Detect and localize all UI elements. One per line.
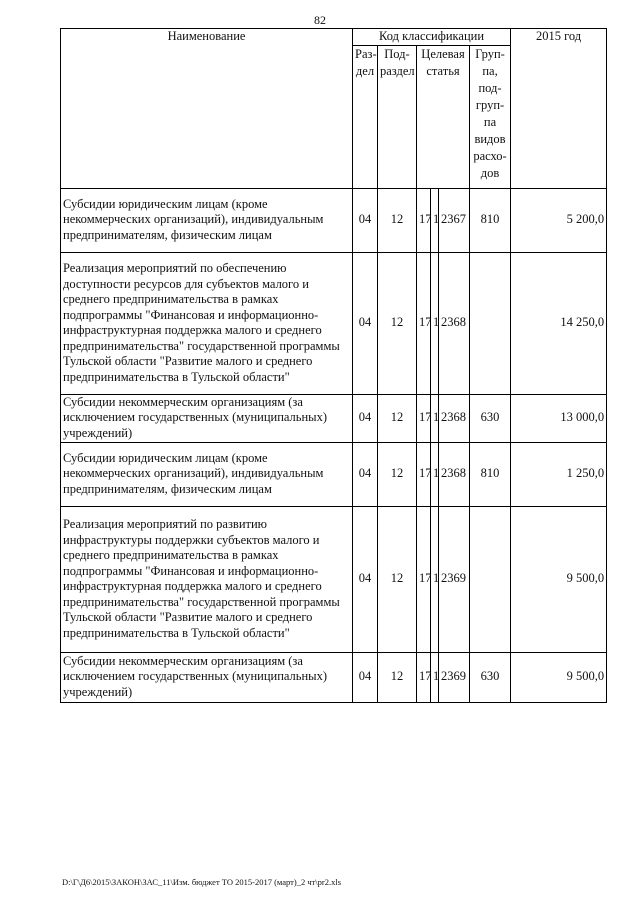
header-subsection: Под- раздел [378, 45, 417, 188]
row-group: 630 [470, 394, 511, 442]
row-amount: 9 500,0 [511, 652, 607, 702]
row-group: 810 [470, 442, 511, 506]
row-amount: 5 200,0 [511, 188, 607, 252]
row-name: Реализация мероприятий по развитию инфраструктуры поддержки субъектов малого и среднего предпринимательства в рамках подпрограммы "Финансовая и информационно-инфраструктурная поддержка малого и среднего предпринимательства" государственной программы Тульской области "Развитие малого и среднего предпринимательства в Тульской области" [61, 506, 353, 652]
header-classification: Код классификации [353, 29, 511, 46]
header-year: 2015 год [511, 29, 607, 189]
table-row [61, 188, 607, 252]
row-group [470, 252, 511, 394]
row-cs2: 1 [431, 252, 439, 394]
row-amount: 9 500,0 [511, 506, 607, 652]
row-cs1: 17 [417, 652, 431, 702]
header-target-article: Целевая статья [417, 45, 470, 188]
table-row [61, 442, 607, 506]
row-razdel: 04 [353, 442, 378, 506]
row-amount: 14 250,0 [511, 252, 607, 394]
row-cs2: 1 [431, 188, 439, 252]
row-name: Субсидии юридическим лицам (кроме некоммерческих организаций), индивидуальным предпринимателям, физическим лицам [61, 188, 353, 252]
row-podrazdel: 12 [378, 394, 417, 442]
row-razdel: 04 [353, 652, 378, 702]
row-amount: 13 000,0 [511, 394, 607, 442]
row-cs3: 2368 [439, 252, 470, 394]
row-razdel: 04 [353, 506, 378, 652]
row-name: Реализация мероприятий по обеспечению доступности ресурсов для субъектов малого и среднего предпринимательства в рамках подпрограммы "Финансовая и информационно-инфраструктурная поддержка малого и среднего предпринимательства" государственной программы Тульской области "Развитие малого и среднего предпринимательства в Тульской области" [61, 252, 353, 394]
row-cs2: 1 [431, 394, 439, 442]
header-section: Раз- дел [353, 45, 378, 188]
page-number: 82 [314, 13, 326, 27]
row-podrazdel: 12 [378, 652, 417, 702]
row-name: Субсидии некоммерческим организациям (за исключением государственных (муниципальных) учреждений) [61, 394, 353, 442]
row-name: Субсидии юридическим лицам (кроме некоммерческих организаций), индивидуальным предпринимателям, физическим лицам [61, 442, 353, 506]
row-podrazdel: 12 [378, 252, 417, 394]
header-expense-group: Груп- па, под- груп- па видов расхо- дов [470, 45, 511, 188]
row-cs3: 2369 [439, 506, 470, 652]
row-cs3: 2367 [439, 188, 470, 252]
row-razdel: 04 [353, 394, 378, 442]
row-cs2: 1 [431, 506, 439, 652]
row-group: 810 [470, 188, 511, 252]
row-cs1: 17 [417, 252, 431, 394]
row-amount: 1 250,0 [511, 442, 607, 506]
row-cs1: 17 [417, 442, 431, 506]
table-row [61, 506, 607, 652]
file-path-footer: D:\Г\Д6\2015\ЗАКОН\ЗАС_11\Изм. бюджет ТО 2015-2017 (март)_2 чт\pr2.xls [62, 877, 342, 887]
row-cs3: 2368 [439, 442, 470, 506]
budget-table [60, 28, 607, 703]
row-cs2: 1 [431, 652, 439, 702]
row-name: Субсидии некоммерческим организациям (за исключением государственных (муниципальных) учреждений) [61, 652, 353, 702]
table-row [61, 652, 607, 702]
row-cs1: 17 [417, 188, 431, 252]
row-podrazdel: 12 [378, 188, 417, 252]
row-razdel: 04 [353, 188, 378, 252]
row-cs2: 1 [431, 442, 439, 506]
row-razdel: 04 [353, 252, 378, 394]
row-cs1: 17 [417, 394, 431, 442]
table-row [61, 252, 607, 394]
row-group [470, 506, 511, 652]
row-cs1: 17 [417, 506, 431, 652]
row-cs3: 2368 [439, 394, 470, 442]
row-group: 630 [470, 652, 511, 702]
row-podrazdel: 12 [378, 506, 417, 652]
table-row [61, 394, 607, 442]
row-cs3: 2369 [439, 652, 470, 702]
header-name: Наименование [61, 29, 353, 189]
row-podrazdel: 12 [378, 442, 417, 506]
